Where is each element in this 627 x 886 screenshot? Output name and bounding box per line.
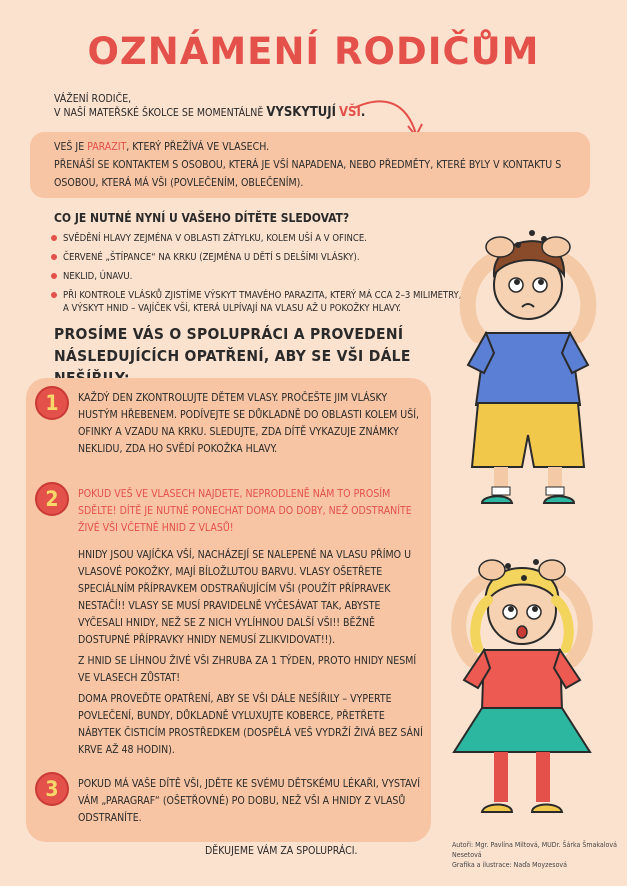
step-1-text: KAŽDÝ DEN ZKONTROLUJTE DĚTEM VLASY. PROČEŠTE JIM VLÁSKY HUSTÝM HŘEBENEM. PODÍVEJTE SE DŮKLADNĚ DO OBLASTI KOLEM UŠÍ, OFINKY A VZADU NA KRKU. SLEDUJTE, ZDA DÍTĚ VYKAZUJE ZNÁMKY NEKLIDU, ZDA HO SVĚDÍ POKOŽKA HLAVY.	[78, 392, 419, 455]
symptom-list	[50, 232, 463, 321]
info-text: VEŠ JE PARAZIT, KTERÝ PŘEŽÍVÁ VE VLASECH. PŘENÁŠÍ SE KONTAKTEM S OSOBOU, KTERÁ JE VŠÍ NAPADENA, NEBO PŘEDMĚTY, KTERÉ BYLY V KONTAKTU S OSOBOU, KTERÁ MÁ VŠI (POVLEČENÍM, OBLEČENÍM).	[54, 141, 562, 189]
parasite-word: PARAZIT	[87, 141, 127, 153]
greeting-announcement: V NAŠÍ MATEŘSKÉ ŠKOLCE SE MOMENTÁLNĚ VYSKYTUJÍ VŠI.	[54, 105, 366, 120]
step-2-paragraph: Z HNID SE LÍHNOU ŽIVÉ VŠI ZHRUBA ZA 1 TÝDEN, PROTO HNIDY NESMÍ VE VLASECH ZŮSTAT!	[78, 655, 417, 684]
list-item: ČERVENÉ „ŠTÍPANCE“ NA KRKU (ZEJMÉNA U DĚTÍ S DELŠÍMI VLÁSKY).	[50, 251, 423, 264]
girl-scratching-head-illustration	[432, 520, 612, 840]
credits	[452, 840, 627, 870]
authors-credit: Autoři: Mgr. Pavlína Miltová, MUDr. Šárka Šmakalová Nesetová	[452, 841, 617, 859]
thanks-line: DĚKUJEME VÁM ZA SPOLUPRÁCI.	[205, 845, 358, 857]
occurrence-emphasis: VYSKYTUJÍ	[266, 105, 336, 120]
step-number-1: 1	[35, 386, 69, 420]
list-item: SVĚDĚNÍ HLAVY ZEJMÉNA V OBLASTI ZÁTYLKU, KOLEM UŠÍ A V OFINCE.	[50, 232, 423, 245]
question-heading: CO JE NUTNÉ NYNÍ U VAŠEHO DÍTĚTE SLEDOVAT?	[54, 211, 350, 225]
greeting-salutation: VÁŽENÍ RODIČE,	[54, 93, 132, 105]
list-item: PŘI KONTROLE VLÁSKŮ ZJISTÍME VÝSKYT TMAVÉHO PARAZITA, KTERÝ MÁ CCA 2–3 MILIMETRY, A VÝSKYT HNID – VAJÍČEK VŠÍ, KTERÁ ULPÍVAJÍ NA VLASU AŽ U POKOŽKY HLAVY.	[50, 289, 463, 315]
step-2	[78, 486, 428, 759]
step-number-3: 3	[35, 772, 69, 806]
page-title: OZNÁMENÍ RODIČŮM	[87, 30, 540, 73]
step-2-warning: POKUD VEŠ VE VLASECH NAJDETE, NEPRODLENĚ NÁM TO PROSÍM SDĚLTE! DÍTĚ JE NUTNÉ PONECHAT DOMA DO DOBY, NEŽ ODSTRANÍTE ŽIVÉ VŠI VČETNĚ HNID Z VLASŮ!	[78, 488, 412, 534]
step-2-paragraph: HNIDY JSOU VAJÍČKA VŠÍ, NACHÁZEJÍ SE NALEPENÉ NA VLASU PŘÍMO U VLASOVÉ POKOŽKY, MAJÍ BÍLOŽLUTOU BARVU. VLASY OŠETŘETE SPECIÁLNÍM PŘÍPRAVKEM ODSTRAŇUJÍCÍM VŠI (POUŽÍT PŘÍPRAVEK NESTAČÍ!! VLASY SE MUSÍ PRAVIDELNĚ VYČESÁVAT TAK, ABYSTE VYČESALI HNIDY, NEŽ SE Z NICH VYLÍHNOU DALŠÍ VŠI!! BĚŽNĚ DOSTUPNÉ PŘÍPRAVKY HNIDY NEMUSÍ ZLIKVIDOVAT!!).	[78, 549, 412, 646]
lice-word: VŠI	[339, 105, 361, 120]
step-2-paragraph: DOMA PROVEĎTE OPATŘENÍ, ABY SE VŠI DÁLE NEŠÍŘILY – VYPERTE POVLEČENÍ, BUNDY, DŮKLADNĚ VYLUXUJTE KOBERCE, PŘETŘETE NÁBYTEK ČISTICÍM PROSTŘEDKEM (DOSPĚLÁ VEŠ VYDRŽÍ ŽIVÁ BEZ SÁNÍ KRVE AŽ 48 HODIN).	[78, 693, 423, 756]
graphics-credit: Grafika a ilustrace: Naďa Moyzesová	[452, 861, 568, 869]
greeting	[54, 92, 365, 120]
step-3-text: POKUD MÁ VAŠE DÍTĚ VŠI, JDĚTE KE SVÉMU DĚTSKÉMU LÉKAŘI, VYSTAVÍ VÁM „PARAGRAF“ (OŠETŘOVNÉ) PO DOBU, NEŽ VŠI A HNIDY Z VLASŮ ODSTRANÍTE.	[78, 778, 420, 824]
step-number-2: 2	[35, 482, 69, 516]
list-item: NEKLID, ÚNAVU.	[50, 270, 463, 283]
boy-scratching-head-illustration	[448, 205, 608, 525]
cooperation-heading: PROSÍME VÁS O SPOLUPRÁCI A PROVEDENÍ NÁSLEDUJÍCÍCH OPATŘENÍ, ABY SE VŠI DÁLE	[54, 325, 411, 365]
